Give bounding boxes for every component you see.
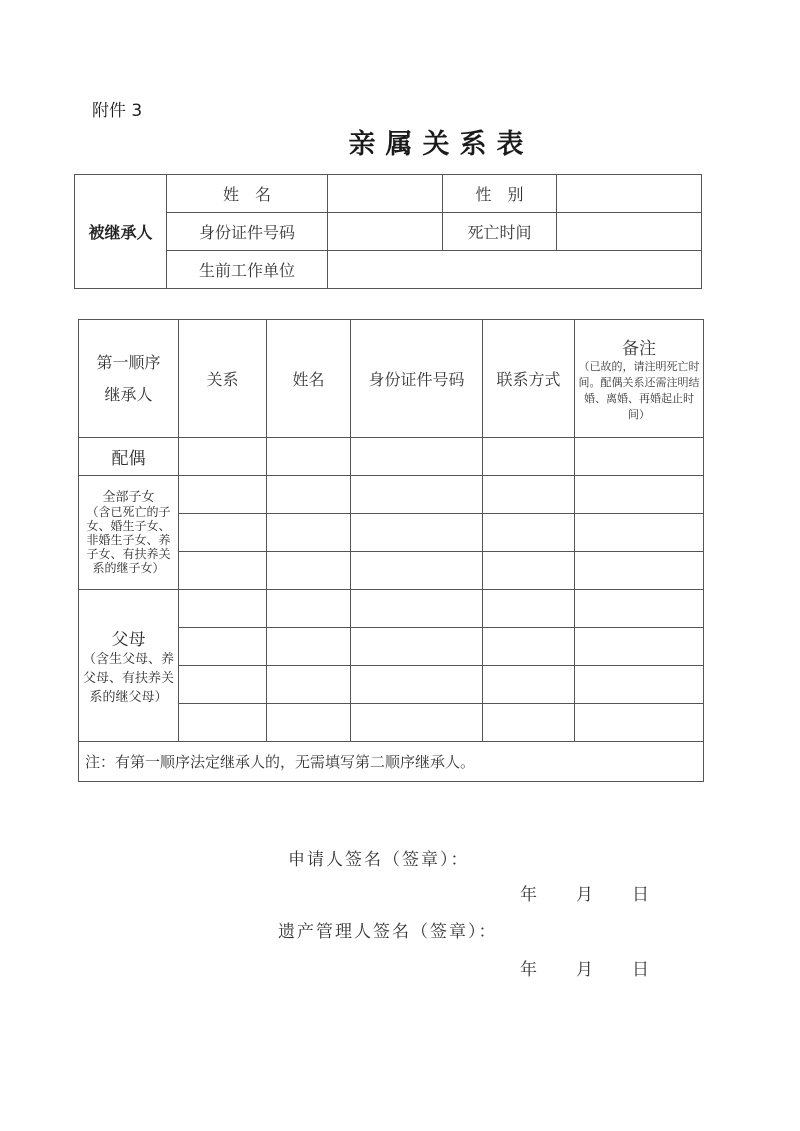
id-number-field[interactable] bbox=[351, 552, 483, 590]
remark-title: 备注 bbox=[622, 339, 656, 359]
applicant-year: 年 bbox=[520, 885, 537, 905]
applicant-day: 日 bbox=[632, 885, 649, 905]
contact-field[interactable] bbox=[483, 704, 575, 742]
heir-row bbox=[79, 476, 704, 514]
header-row bbox=[79, 320, 704, 438]
category-note: （含已死亡的子女、婚生子女、非婚生子女、养子女、有扶养关系的继子女） bbox=[86, 504, 171, 575]
name-field[interactable] bbox=[328, 175, 443, 213]
header-order-line2: 继承人 bbox=[104, 384, 153, 404]
death-time-field[interactable] bbox=[557, 213, 702, 251]
category-label: 父母 bbox=[111, 629, 146, 650]
id-number-field[interactable] bbox=[351, 666, 483, 704]
id-field[interactable] bbox=[328, 213, 443, 251]
workplace-label: 生前工作单位 bbox=[167, 251, 328, 289]
remark-field[interactable] bbox=[575, 666, 704, 704]
name-field[interactable] bbox=[267, 666, 351, 704]
page-title: 亲属关系表 bbox=[348, 129, 534, 160]
id-number-field[interactable] bbox=[351, 514, 483, 552]
contact-field[interactable] bbox=[483, 552, 575, 590]
administrator-signature-label: 遗产管理人签名（签章）： bbox=[278, 922, 498, 942]
heir-row bbox=[79, 590, 704, 628]
id-number-field[interactable] bbox=[351, 476, 483, 514]
annex-label: 附件 3 bbox=[92, 101, 143, 121]
name-field[interactable] bbox=[267, 476, 351, 514]
header-id-number: 身份证件号码 bbox=[351, 320, 483, 438]
id-number-field[interactable] bbox=[351, 438, 483, 476]
contact-field[interactable] bbox=[483, 590, 575, 628]
id-number-field[interactable] bbox=[351, 704, 483, 742]
heir-rows bbox=[79, 438, 704, 742]
decedent-table bbox=[74, 174, 702, 289]
remark-field[interactable] bbox=[575, 628, 704, 666]
remark-field[interactable] bbox=[575, 704, 704, 742]
relation-field[interactable] bbox=[179, 590, 267, 628]
death-time-label: 死亡时间 bbox=[443, 213, 557, 251]
header-name: 姓名 bbox=[267, 320, 351, 438]
remark-field[interactable] bbox=[575, 438, 704, 476]
header-contact: 联系方式 bbox=[483, 320, 575, 438]
footnote: 注：有第一顺序法定继承人的，无需填写第二顺序继承人。 bbox=[79, 742, 704, 782]
administrator-date bbox=[520, 955, 650, 979]
name-field[interactable] bbox=[267, 552, 351, 590]
administrator-year: 年 bbox=[520, 960, 537, 980]
name-label: 姓 名 bbox=[167, 175, 328, 213]
name-field[interactable] bbox=[267, 704, 351, 742]
relation-field[interactable] bbox=[179, 476, 267, 514]
id-number-field[interactable] bbox=[351, 590, 483, 628]
applicant-date bbox=[520, 880, 650, 904]
category-cell bbox=[79, 438, 179, 476]
relation-field[interactable] bbox=[179, 514, 267, 552]
relation-field[interactable] bbox=[179, 438, 267, 476]
workplace-field[interactable] bbox=[328, 251, 702, 289]
category-label: 全部子女 bbox=[102, 489, 155, 505]
contact-field[interactable] bbox=[483, 514, 575, 552]
heir-row bbox=[79, 438, 704, 476]
gender-field[interactable] bbox=[557, 175, 702, 213]
name-field[interactable] bbox=[267, 514, 351, 552]
header-relation: 关系 bbox=[179, 320, 267, 438]
id-label: 身份证件号码 bbox=[167, 213, 328, 251]
contact-field[interactable] bbox=[483, 666, 575, 704]
relation-field[interactable] bbox=[179, 704, 267, 742]
header-remark bbox=[575, 320, 704, 438]
contact-field[interactable] bbox=[483, 438, 575, 476]
relation-field[interactable] bbox=[179, 552, 267, 590]
decedent-group-label: 被继承人 bbox=[75, 175, 167, 289]
heirs-table bbox=[78, 319, 704, 782]
category-cell bbox=[79, 590, 179, 742]
header-order bbox=[79, 320, 179, 438]
remark-field[interactable] bbox=[575, 476, 704, 514]
id-number-field[interactable] bbox=[351, 628, 483, 666]
name-field[interactable] bbox=[267, 590, 351, 628]
remark-note: （已故的，请注明死亡时间。配偶关系还需注明结婚、离婚、再婚起止时间） bbox=[578, 360, 700, 421]
contact-field[interactable] bbox=[483, 628, 575, 666]
administrator-day: 日 bbox=[632, 960, 649, 980]
administrator-month: 月 bbox=[576, 960, 593, 980]
gender-label: 性 别 bbox=[443, 175, 557, 213]
category-cell bbox=[79, 476, 179, 590]
remark-field[interactable] bbox=[575, 590, 704, 628]
category-label: 配偶 bbox=[111, 449, 146, 469]
contact-field[interactable] bbox=[483, 476, 575, 514]
remark-field[interactable] bbox=[575, 514, 704, 552]
category-note: （含生父母、养父母、有扶养关系的继父母） bbox=[83, 651, 175, 705]
applicant-signature-label: 申请人签名（签章）： bbox=[288, 850, 470, 870]
header-order-line1: 第一顺序 bbox=[96, 352, 161, 372]
relation-field[interactable] bbox=[179, 666, 267, 704]
applicant-month: 月 bbox=[576, 885, 593, 905]
name-field[interactable] bbox=[267, 628, 351, 666]
relation-field[interactable] bbox=[179, 628, 267, 666]
name-field[interactable] bbox=[267, 438, 351, 476]
remark-field[interactable] bbox=[575, 552, 704, 590]
